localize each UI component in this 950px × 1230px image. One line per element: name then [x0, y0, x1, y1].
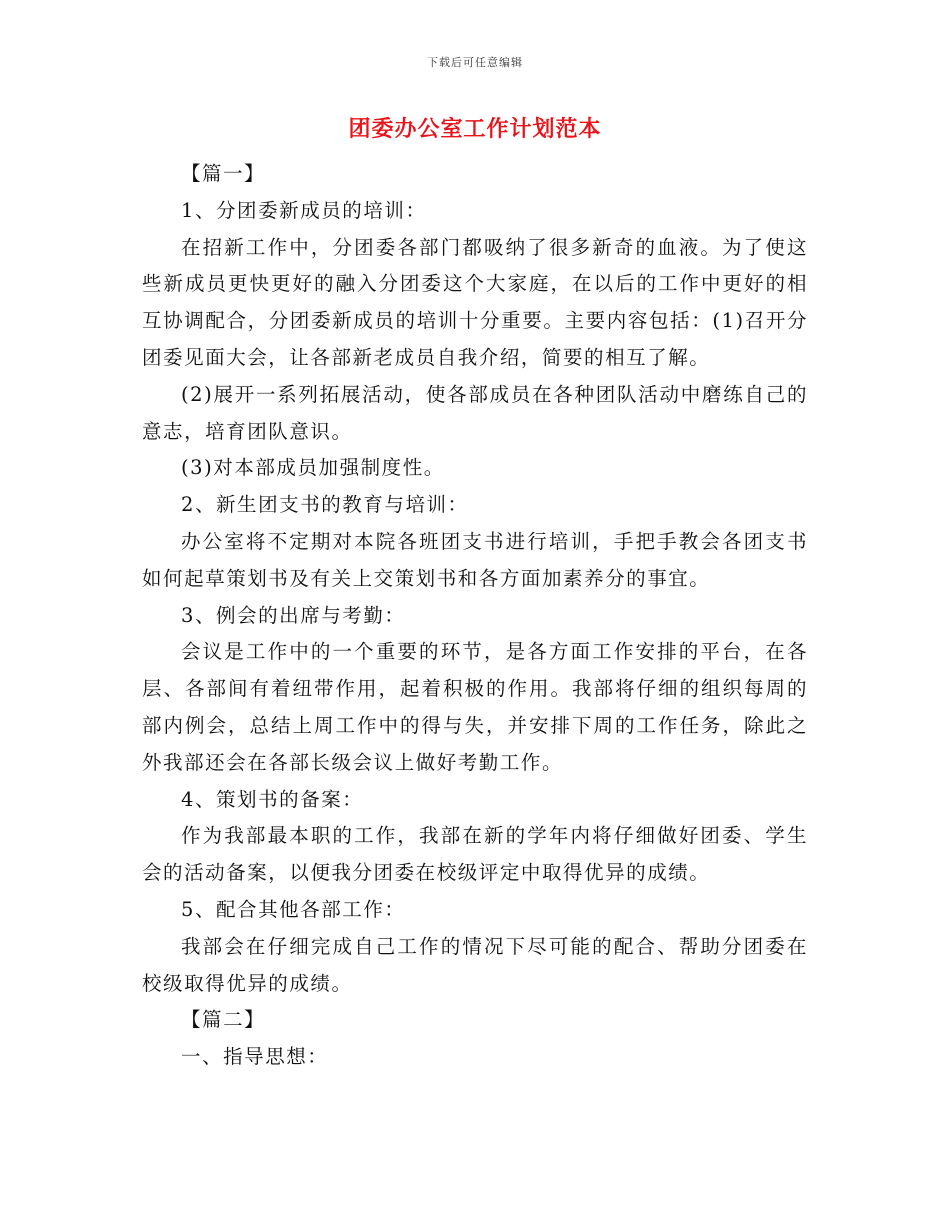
item-heading-3: 3、例会的出席与考勤： — [181, 603, 406, 627]
item-heading-guiding: 一、指导思想： — [181, 1045, 329, 1069]
item-heading-4: 4、策划书的备案： — [181, 787, 364, 811]
item-heading-5: 5、配合其他各部工作： — [181, 897, 406, 921]
header-note: 下载后可任意编辑 — [427, 56, 523, 69]
paragraph: 办公室将不定期对本院各班团支书进行培训，手把手教会各团支书如何起草策划书及有关上交策划书和各方面加素养分的事宜。 — [142, 529, 808, 590]
item-heading-1: 1、分团委新成员的培训： — [181, 198, 427, 222]
paragraph: 我部会在仔细完成自己工作的情况下尽可能的配合、帮助分团委在校级取得优异的成绩。 — [142, 934, 808, 995]
section-heading-1: 【篇一】 — [181, 162, 266, 185]
paragraph: 作为我部最本职的工作，我部在新的学年内将仔细做好团委、学生会的活动备案，以便我分团委在校级评定中取得优异的成绩。 — [142, 824, 808, 885]
paragraph: (2)展开一系列拓展活动，使各部成员在各种团队活动中磨练自己的意志，培育团队意识。 — [142, 382, 808, 443]
item-heading-2: 2、新生团支书的教育与培训： — [181, 493, 469, 517]
paragraph: 会议是工作中的一个重要的环节，是各方面工作安排的平台，在各层、各部间有着纽带作用，起着积极的作用。我部将仔细的组织每周的部内例会，总结上周工作中的得与失，并安排下周的工作任务，除此之外我部还会在各部长级会议上做好考勤工作。 — [142, 640, 808, 774]
section-heading-2: 【篇二】 — [181, 1008, 266, 1032]
document-body — [142, 156, 808, 1076]
paragraph: (3)对本部成员加强制度性。 — [181, 456, 445, 480]
document-title: 团委办公室工作计划范本 — [348, 116, 602, 142]
paragraph: 在招新工作中，分团委各部门都吸纳了很多新奇的血液。为了使这些新成员更快更好的融入分团委这个大家庭，在以后的工作中更好的相互协调配合，分团委新成员的培训十分重要。主要内容包括：(1)召开分团委见面大会，让各部新老成员自我介绍，简要的相互了解。 — [142, 235, 808, 369]
